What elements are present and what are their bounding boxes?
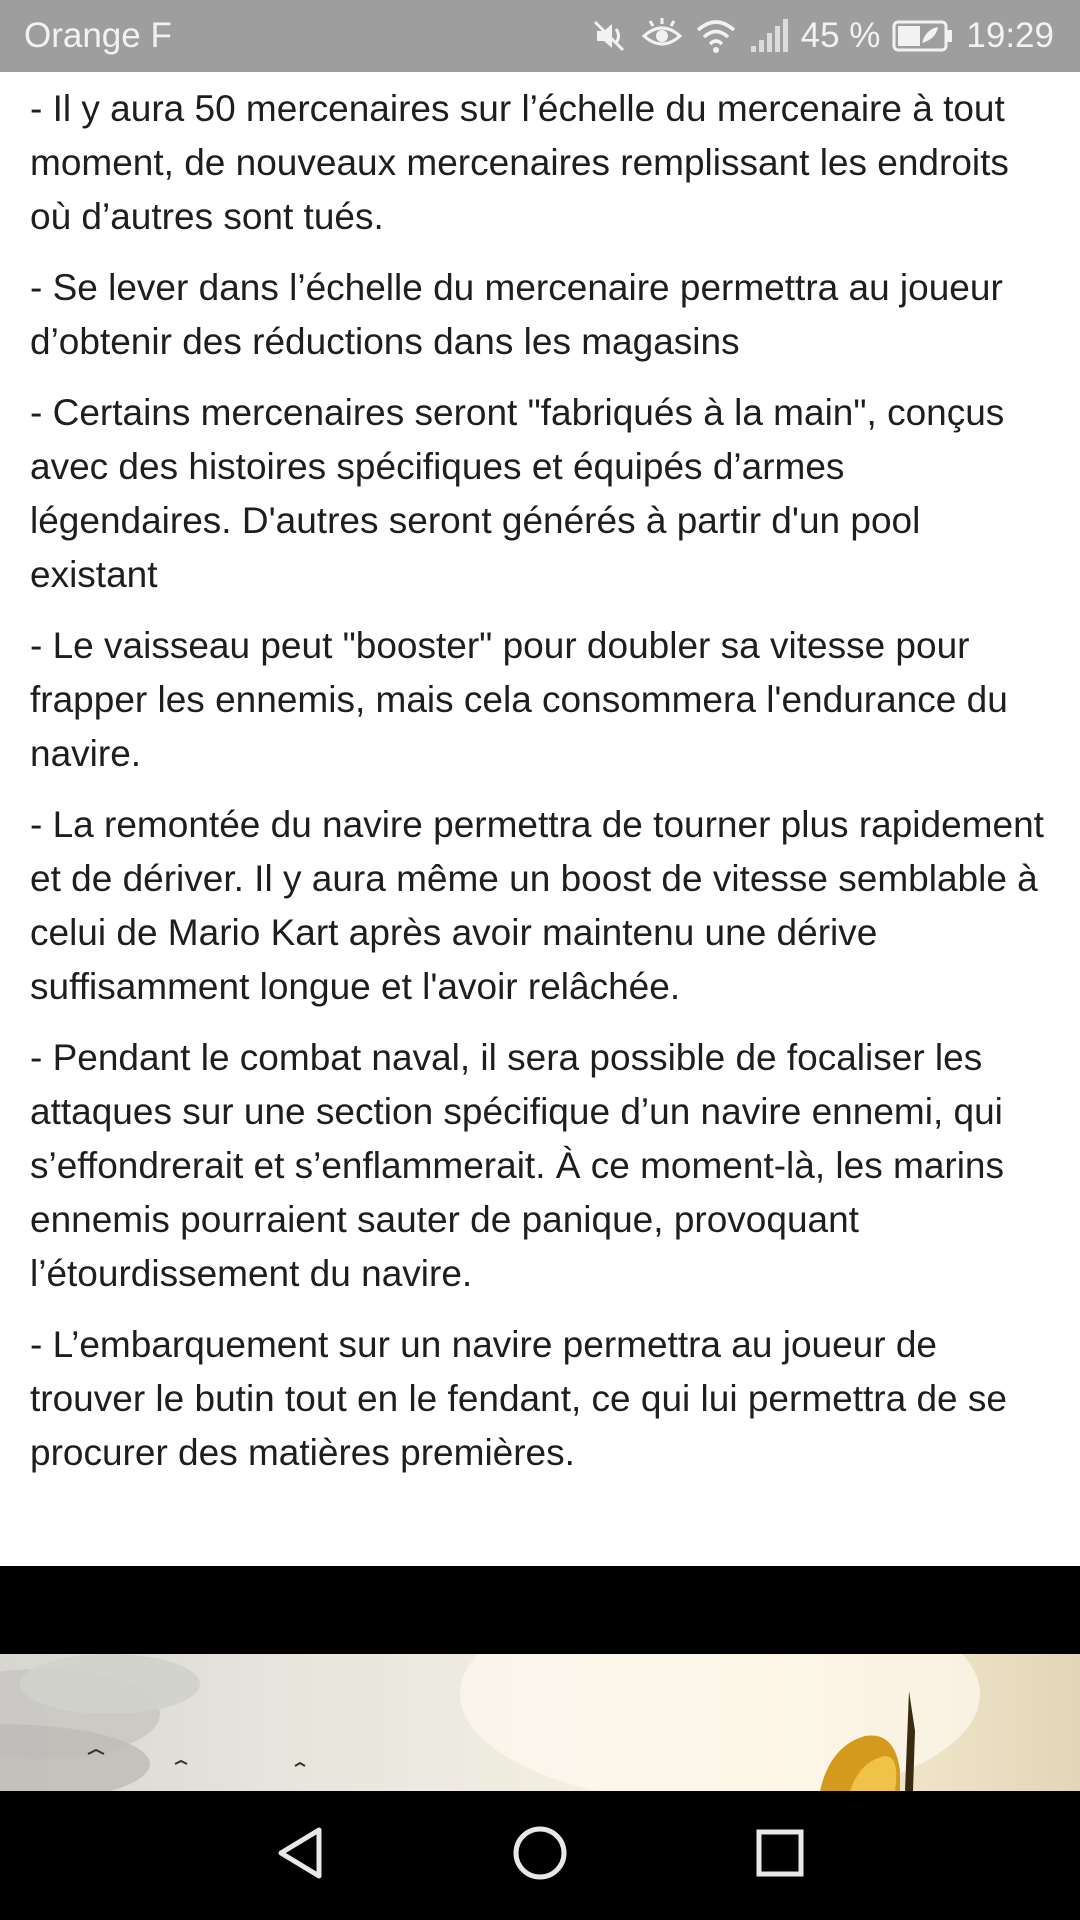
back-icon xyxy=(275,1826,325,1885)
wifi-icon xyxy=(695,16,737,56)
status-bar xyxy=(0,0,1080,72)
article-paragraph: - Le vaisseau peut "booster" pour doubler sa vitesse pour frapper les ennemis, mais cela consommera l'endurance du navire. xyxy=(30,625,1008,774)
article-paragraph: - Certains mercenaires seront "fabriqués à la main", conçus avec des histoires spécifiques et équipés d’armes légendaires. D'autres seront générés à partir d'un pool existant xyxy=(30,392,1005,595)
eye-icon xyxy=(641,16,683,56)
recents-icon xyxy=(756,1829,804,1882)
article-paragraph: - Se lever dans l’échelle du mercenaire permettra au joueur d’obtenir des réductions dans les magasins xyxy=(30,267,1003,362)
battery-icon xyxy=(892,19,954,53)
article-paragraph: - Pendant le combat naval, il sera possible de focaliser les attaques sur une section spécifique d’un navire ennemi, qui s’effondrerait et s’enflammerait. À ce moment-là, les marins ennemis pourraient sauter de panique, provoquant l’étourdissement du navire. xyxy=(30,1037,1005,1294)
status-left xyxy=(24,16,172,56)
signal-icon xyxy=(749,16,789,56)
mute-icon xyxy=(589,16,629,56)
home-icon xyxy=(512,1825,568,1886)
carrier-label: Orange F xyxy=(24,16,172,55)
article-paragraph: - Il y aura 50 mercenaires sur l’échelle du mercenaire à tout moment, de nouveaux mercenaires remplissant les endroits où d’autres sont tués. xyxy=(30,88,1009,237)
status-right xyxy=(589,16,1054,56)
navigation-bar xyxy=(0,1791,1080,1920)
article-image xyxy=(0,1654,1080,1791)
article-content[interactable] xyxy=(0,72,1080,1566)
black-band xyxy=(0,1566,1080,1654)
article-paragraph: - L’embarquement sur un navire permettra au joueur de trouver le butin tout en le fendant, ce qui lui permettra de se procurer des matières premières. xyxy=(30,1324,1007,1473)
battery-percent: 45 % xyxy=(800,16,881,55)
home-button[interactable] xyxy=(480,1791,600,1920)
article-paragraph: - La remontée du navire permettra de tourner plus rapidement et de dériver. Il y aura même un boost de vitesse semblable à celui de Mario Kart après avoir maintenu une dérive suffisamment longue et l'avoir relâchée. xyxy=(30,804,1044,1007)
back-button[interactable] xyxy=(240,1791,360,1920)
clock: 19:29 xyxy=(966,16,1054,55)
recents-button[interactable] xyxy=(720,1791,840,1920)
